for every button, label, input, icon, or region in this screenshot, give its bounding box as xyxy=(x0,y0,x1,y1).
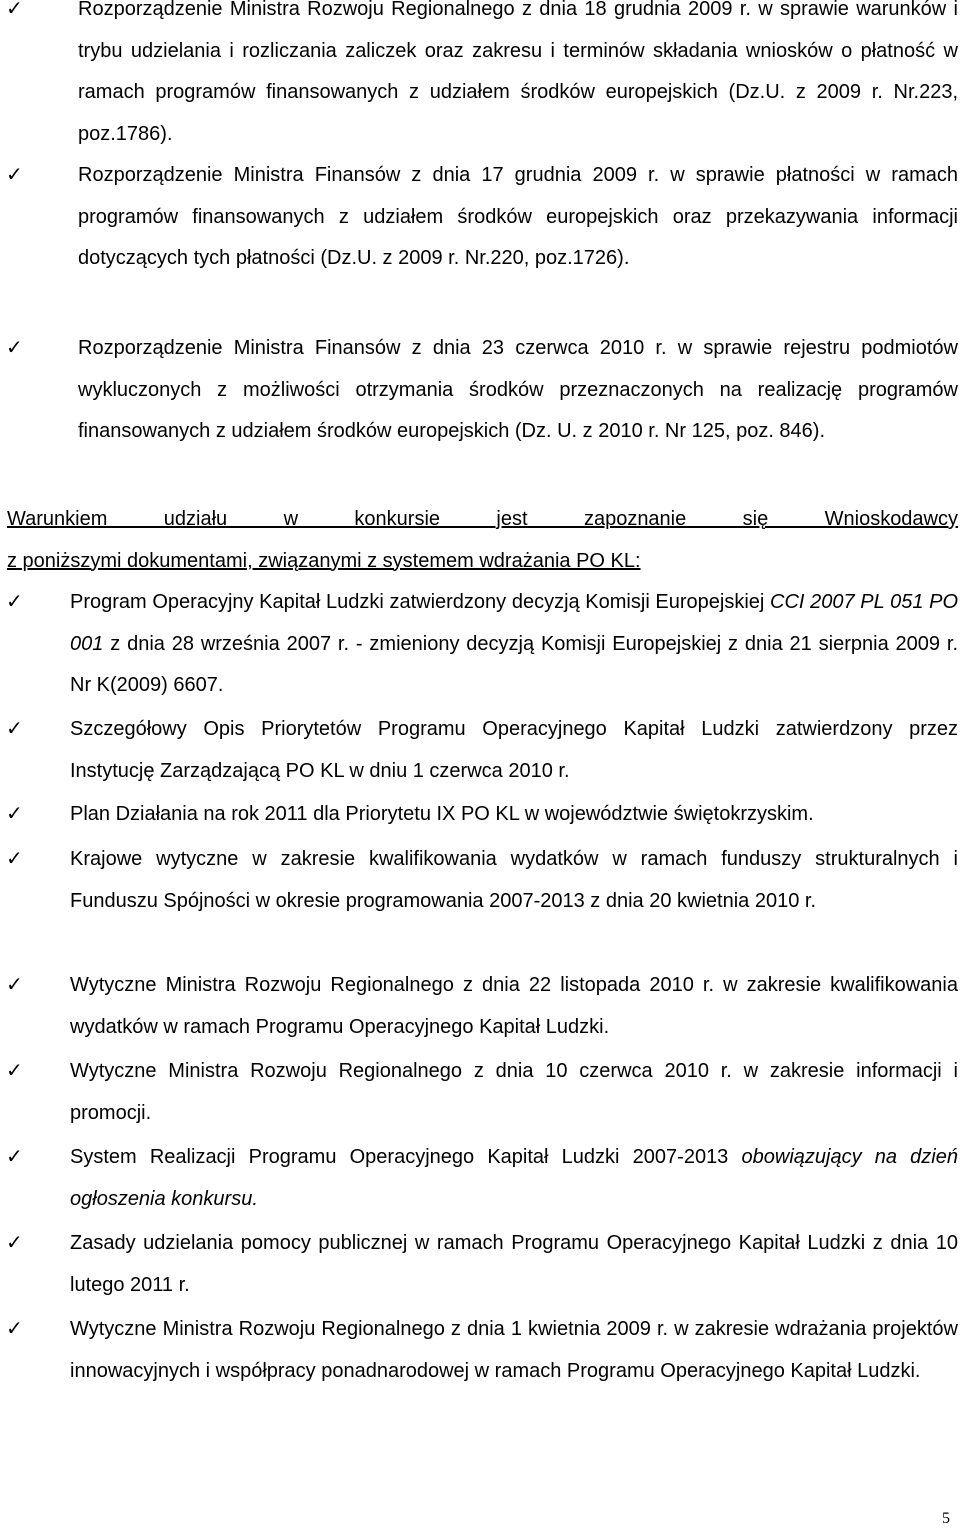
intro-line-1: Warunkiem udziału w konkursie jest zapoznanie się Wnioskodawcy xyxy=(7,508,958,530)
check-mark-icon: ✓ xyxy=(6,1146,23,1168)
list-item-text: Rozporządzenie Ministra Rozwoju Regionalnego z dnia 18 grudnia 2009 r. w sprawie warunków i trybu udzielania i rozliczania zaliczek oraz zakresu i terminów składania wniosków o płatność w ramach programów finansowanych z udziałem środków europejskich (Dz.U. z 2009 r. Nr.223, poz.1786). xyxy=(78,0,958,145)
list-item xyxy=(6,0,958,155)
check-mark-icon: ✓ xyxy=(6,803,23,825)
check-mark-icon: ✓ xyxy=(6,164,23,186)
check-mark-icon: ✓ xyxy=(6,718,23,740)
list-item-text: System Realizacji Programu Operacyjnego Kapitał Ludzki 2007-2013 obowiązujący na dzień ogłoszenia konkursu. xyxy=(70,1146,958,1210)
check-mark-icon: ✓ xyxy=(6,848,23,870)
list-item-text: Wytyczne Ministra Rozwoju Regionalnego z dnia 10 czerwca 2010 r. w zakresie informacji i promocji. xyxy=(70,1060,958,1124)
check-mark-icon: ✓ xyxy=(6,1060,23,1082)
check-mark-icon: ✓ xyxy=(6,591,23,613)
list-item-text: Plan Działania na rok 2011 dla Priorytetu IX PO KL w województwie świętokrzyskim. xyxy=(70,803,814,825)
intro-paragraph xyxy=(7,499,958,582)
check-mark-icon: ✓ xyxy=(6,1318,23,1340)
list-item xyxy=(6,155,958,280)
list-item xyxy=(6,1137,958,1220)
page-number: 5 xyxy=(942,1510,950,1527)
list-item xyxy=(6,709,958,792)
list-item-text: Szczegółowy Opis Priorytetów Programu Operacyjnego Kapitał Ludzki zatwierdzony przez Instytucję Zarządzającą PO KL w dniu 1 czerwca 2010 r. xyxy=(70,718,958,782)
list-item xyxy=(6,794,958,836)
check-mark-icon: ✓ xyxy=(6,337,23,359)
list-item xyxy=(6,1309,958,1392)
list-item-text: Zasady udzielania pomocy publicznej w ramach Programu Operacyjnego Kapitał Ludzki z dnia 10 lutego 2011 r. xyxy=(70,1232,958,1296)
list-item-text: Wytyczne Ministra Rozwoju Regionalnego z dnia 1 kwietnia 2009 r. w zakresie wdrażania projektów innowacyjnych i współpracy ponadnarodowej w ramach Programu Operacyjnego Kapitał Ludzki. xyxy=(70,1318,958,1382)
list-item xyxy=(6,582,958,707)
check-mark-icon: ✓ xyxy=(6,0,23,20)
list-item xyxy=(6,328,958,453)
check-mark-icon: ✓ xyxy=(6,1232,23,1254)
intro-line-2: z poniższymi dokumentami, związanymi z systemem wdrażania PO KL: xyxy=(7,549,641,572)
check-mark-icon: ✓ xyxy=(6,974,23,996)
list-item xyxy=(6,1223,958,1306)
list-item-text: Rozporządzenie Ministra Finansów z dnia 17 grudnia 2009 r. w sprawie płatności w ramach programów finansowanych z udziałem środków europejskich oraz przekazywania informacji dotyczących tych płatności (Dz.U. z 2009 r. Nr.220, poz.1726). xyxy=(78,164,958,269)
list-item xyxy=(6,965,958,1048)
list-item-text: Rozporządzenie Ministra Finansów z dnia 23 czerwca 2010 r. w sprawie rejestru podmiotów wykluczonych z możliwości otrzymania środków przeznaczonych na realizację programów finansowanych z udziałem środków europejskich (Dz. U. z 2010 r. Nr 125, poz. 846). xyxy=(78,337,958,442)
list-item xyxy=(6,1051,958,1134)
list-item xyxy=(6,839,958,922)
list-item-text: Program Operacyjny Kapitał Ludzki zatwierdzony decyzją Komisji Europejskiej CCI 2007 PL 051 PO 001 z dnia 28 września 2007 r. - zmieniony decyzją Komisji Europejskiej z dnia 21 sierpnia 2009 r. Nr K(2009) 6607. xyxy=(70,591,958,696)
list-item-text: Wytyczne Ministra Rozwoju Regionalnego z dnia 22 listopada 2010 r. w zakresie kwalifikowania wydatków w ramach Programu Operacyjnego Kapitał Ludzki. xyxy=(70,974,958,1038)
list-item-text: Krajowe wytyczne w zakresie kwalifikowania wydatków w ramach funduszy strukturalnych i Funduszu Spójności w okresie programowania 2007-2013 z dnia 20 kwietnia 2010 r. xyxy=(70,848,958,912)
